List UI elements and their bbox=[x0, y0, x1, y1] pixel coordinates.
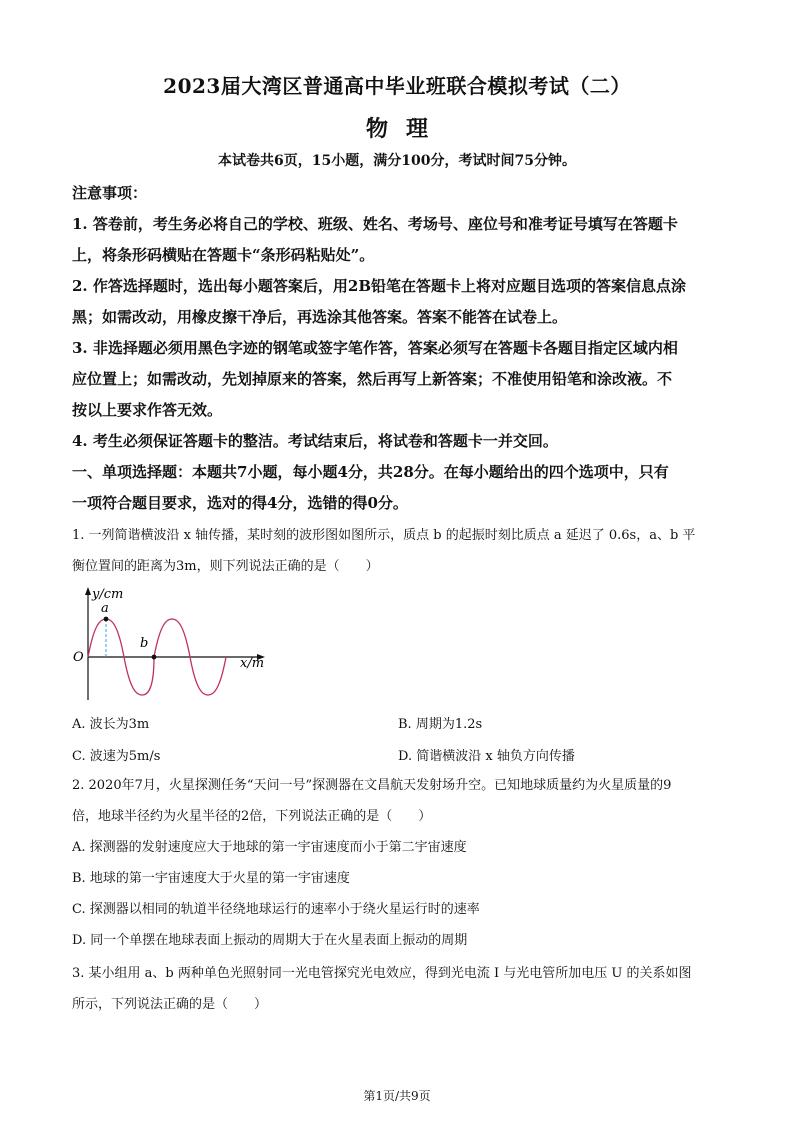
question-line: 所示，下列说法正确的是（ ） bbox=[72, 997, 268, 1012]
wave-figure bbox=[70, 585, 270, 705]
origin-label: O bbox=[73, 650, 84, 665]
question-line: 衡位置间的距离为3m，则下列说法正确的是（ ） bbox=[72, 559, 379, 574]
option-c: C. 波速为5m/s bbox=[72, 749, 161, 764]
notes-line: 按以上要求作答无效。 bbox=[72, 401, 223, 419]
notes-line: 3. 非选择题必须用黑色字迹的钢笔或签字笔作答，答案必须写在答题卡各题目指定区域内相 bbox=[72, 339, 678, 357]
option-c: C. 探测器以相同的轨道半径绕地球运行的速率小于绕火星运行时的速率 bbox=[72, 902, 480, 917]
question-3-stem bbox=[72, 958, 724, 1020]
question-2-stem bbox=[72, 770, 724, 956]
subject-title: 物理 bbox=[365, 116, 446, 142]
page-number: 第1页/共9页 bbox=[363, 1089, 431, 1103]
question-line: 3. 某小组用 a、b 两种单色光照射同一光电管探究光电效应，得到光电流 I 与光电管所加电压 U 的关系如图 bbox=[72, 966, 692, 981]
question-line: 1. 一列简谐横波沿 x 轴传播，某时刻的波形图如图所示，质点 b 的起振时刻比质点 a 延迟了 0.6s，a、b 平 bbox=[72, 528, 696, 543]
option-b: B. 地球的第一宇宙速度大于火星的第一宇宙速度 bbox=[72, 871, 350, 886]
option-d: D. 同一个单摆在地球表面上振动的周期大于在火星表面上振动的周期 bbox=[72, 933, 468, 948]
option-a: A. 探测器的发射速度应大于地球的第一宇宙速度而小于第二宇宙速度 bbox=[72, 840, 467, 855]
y-axis-label: y/cm bbox=[92, 587, 124, 602]
question-line: 倍，地球半径约为火星半径的2倍，下列说法正确的是（ ） bbox=[72, 809, 432, 824]
point-b-dot bbox=[152, 655, 157, 660]
y-axis-arrow bbox=[85, 587, 91, 595]
notes-heading: 注意事项： bbox=[72, 184, 148, 202]
point-b-label: b bbox=[140, 636, 149, 651]
section-heading: 一项符合题目要求，选对的得4分，选错的得0分。 bbox=[72, 494, 408, 512]
notes-line: 4. 考生必须保证答题卡的整洁。考试结束后，将试卷和答题卡一并交回。 bbox=[72, 432, 558, 450]
notes-line: 应位置上；如需改动，先划掉原来的答案，然后再写上新答案；不准使用铅笔和涂改液。不 bbox=[72, 370, 673, 388]
section-heading: 一、单项选择题：本题共7小题，每小题4分，共28分。在每小题给出的四个选项中，只有 bbox=[72, 463, 669, 481]
notes-line: 2. 作答选择题时，选出每小题答案后，用2B铅笔在答题卡上将对应题目选项的答案信息点涂 bbox=[72, 277, 687, 295]
notes-line: 黑；如需改动，用橡皮擦干净后，再选涂其他答案。答案不能答在试卷上。 bbox=[72, 308, 568, 326]
point-a-dot bbox=[104, 617, 109, 622]
notes-line: 1. 答卷前，考生务必将自己的学校、班级、姓名、考场号、座位号和准考证号填写在答题卡 bbox=[72, 215, 678, 233]
option-a: A. 波长为3m bbox=[72, 717, 150, 732]
notes-line: 上，将条形码横贴在答题卡“条形码粘贴处”。 bbox=[72, 246, 375, 264]
notes-section bbox=[72, 178, 724, 519]
x-axis-label: x/m bbox=[240, 656, 265, 671]
exam-info: 本试卷共6页，15小题，满分100分，考试时间75分钟。 bbox=[218, 153, 576, 169]
point-a-label: a bbox=[101, 601, 109, 616]
question-line: 2. 2020年7月，火星探测任务“天问一号”探测器在文昌航天发射场升空。已知地球质量约为火星质量的9 bbox=[72, 778, 672, 793]
question-1-stem bbox=[72, 520, 724, 582]
exam-title: 2023届大湾区普通高中毕业班联合模拟考试（二） bbox=[163, 74, 631, 98]
option-b: B. 周期为1.2s bbox=[398, 717, 483, 732]
option-d: D. 简谐横波沿 x 轴负方向传播 bbox=[398, 749, 575, 764]
